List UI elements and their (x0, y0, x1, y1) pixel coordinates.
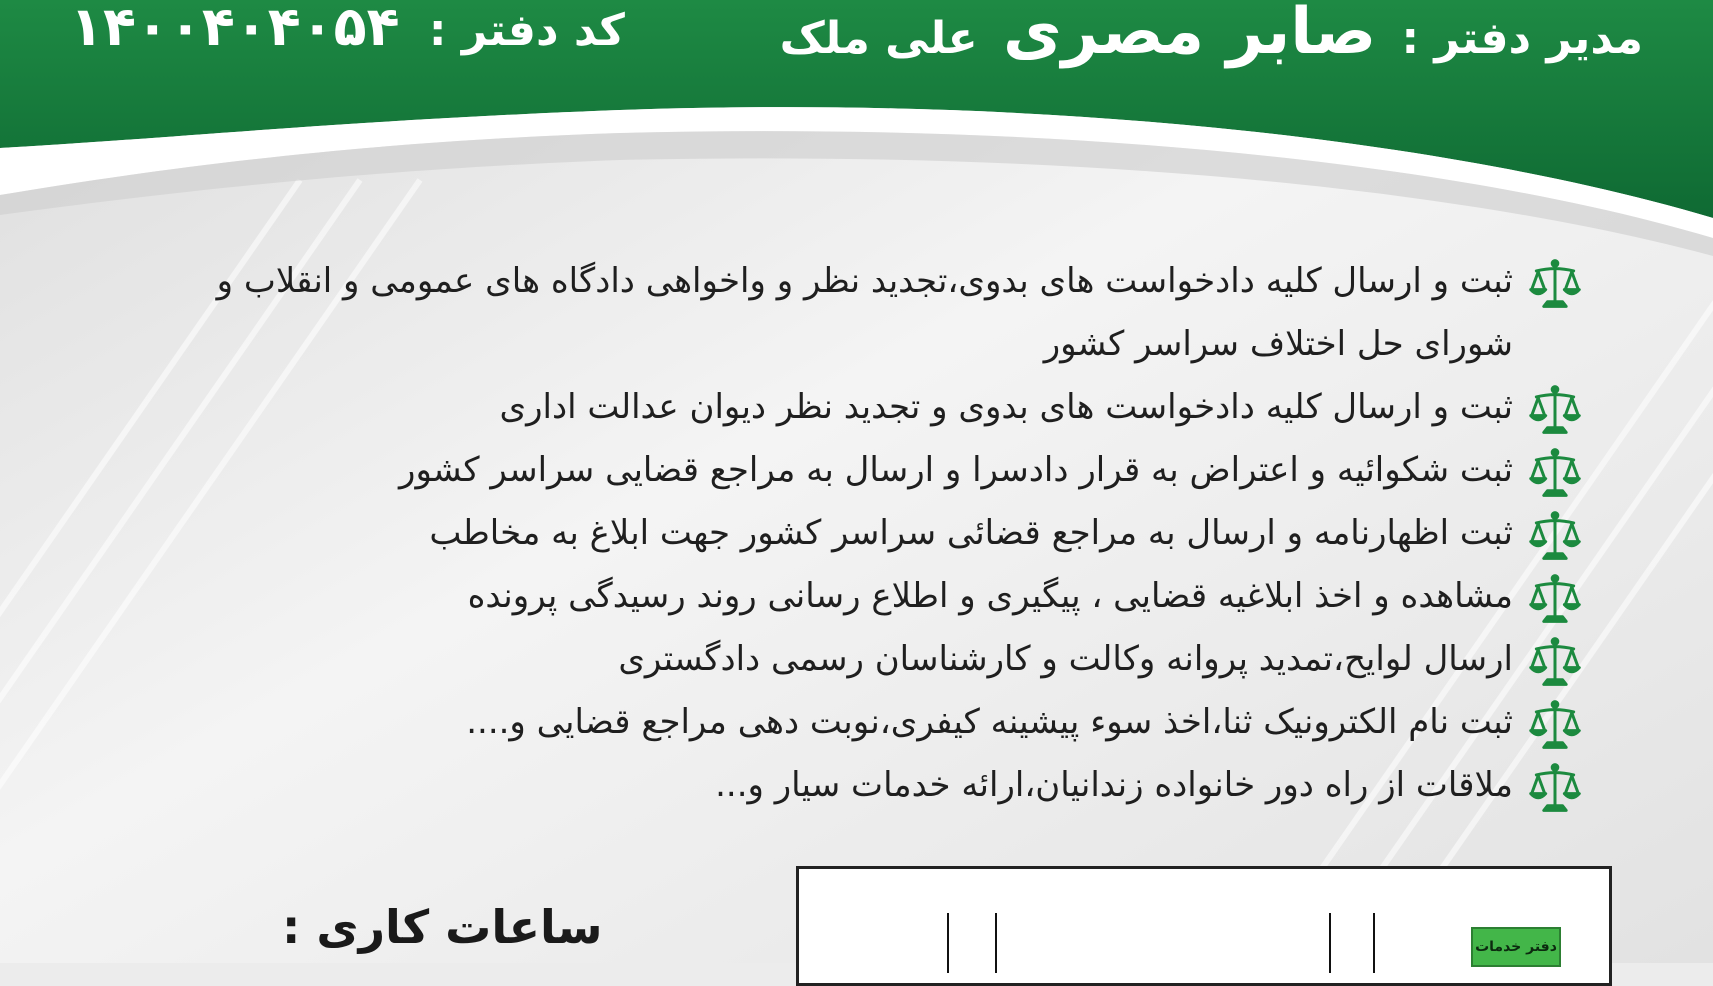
scales-of-justice-icon (1527, 760, 1583, 816)
box-divider (1373, 913, 1375, 973)
services-list (163, 250, 1583, 817)
service-text: ارسال لوایح،تمدید پروانه وکالت و کارشناسان رسمی دادگستری (618, 639, 1513, 679)
scales-of-justice-icon (1527, 508, 1583, 564)
code-label: کد دفتر : (428, 5, 625, 56)
service-item (163, 502, 1583, 565)
manager-name: صابر مصری (1003, 0, 1377, 69)
service-text: ثبت و ارسال کلیه دادخواست های بدوی و تجدید نظر دیوان عدالت اداری (499, 387, 1513, 427)
scales-of-justice-icon (1527, 445, 1583, 501)
office-badge: دفتر خدمات (1471, 927, 1561, 967)
scales-of-justice-icon (1527, 697, 1583, 753)
office-sign-box (796, 866, 1612, 986)
service-text: ثبت شکوائیه و اعتراض به قرار دادسرا و ارسال به مراجع قضایی سراسر کشور (399, 450, 1513, 490)
scales-of-justice-icon (1527, 256, 1583, 312)
box-divider (947, 913, 949, 973)
service-item (163, 439, 1583, 502)
service-text: ثبت و ارسال کلیه دادخواست های بدوی،تجدید نظر و واخواهی دادگاه های عمومی و انقلاب و شورای حل اختلاف سراسر کشور (216, 261, 1513, 364)
service-text: ثبت اظهارنامه و ارسال به مراجع قضائی سراسر کشور جهت ابلاغ به مخاطب (429, 513, 1513, 553)
office-manager (779, 0, 1643, 69)
service-item (163, 691, 1583, 754)
box-divider (1329, 913, 1331, 973)
working-hours-label: ساعات کاری : (282, 900, 603, 954)
service-item (163, 565, 1583, 628)
service-item (163, 376, 1583, 439)
manager-label: مدیر دفتر : (1401, 13, 1643, 64)
service-item (163, 250, 1583, 376)
service-text: مشاهده و اخذ ابلاغیه قضایی ، پیگیری و اطلاع رسانی روند رسیدگی پرونده (467, 576, 1513, 616)
service-item (163, 754, 1583, 817)
box-divider (995, 913, 997, 973)
scales-of-justice-icon (1527, 382, 1583, 438)
service-text: ملاقات از راه دور خانواده زندانیان،ارائه خدمات سیار و... (715, 765, 1513, 805)
scales-of-justice-icon (1527, 571, 1583, 627)
scales-of-justice-icon (1527, 634, 1583, 690)
manager-suffix: علی ملک (779, 13, 978, 64)
service-item (163, 628, 1583, 691)
code-value: ۱۴۰۰۴۰۴۰۵۴ (70, 0, 400, 58)
service-text: ثبت نام الکترونیک ثنا،اخذ سوء پیشینه کیفری،نوبت دهی مراجع قضایی و.... (466, 702, 1513, 742)
office-code (70, 0, 625, 58)
